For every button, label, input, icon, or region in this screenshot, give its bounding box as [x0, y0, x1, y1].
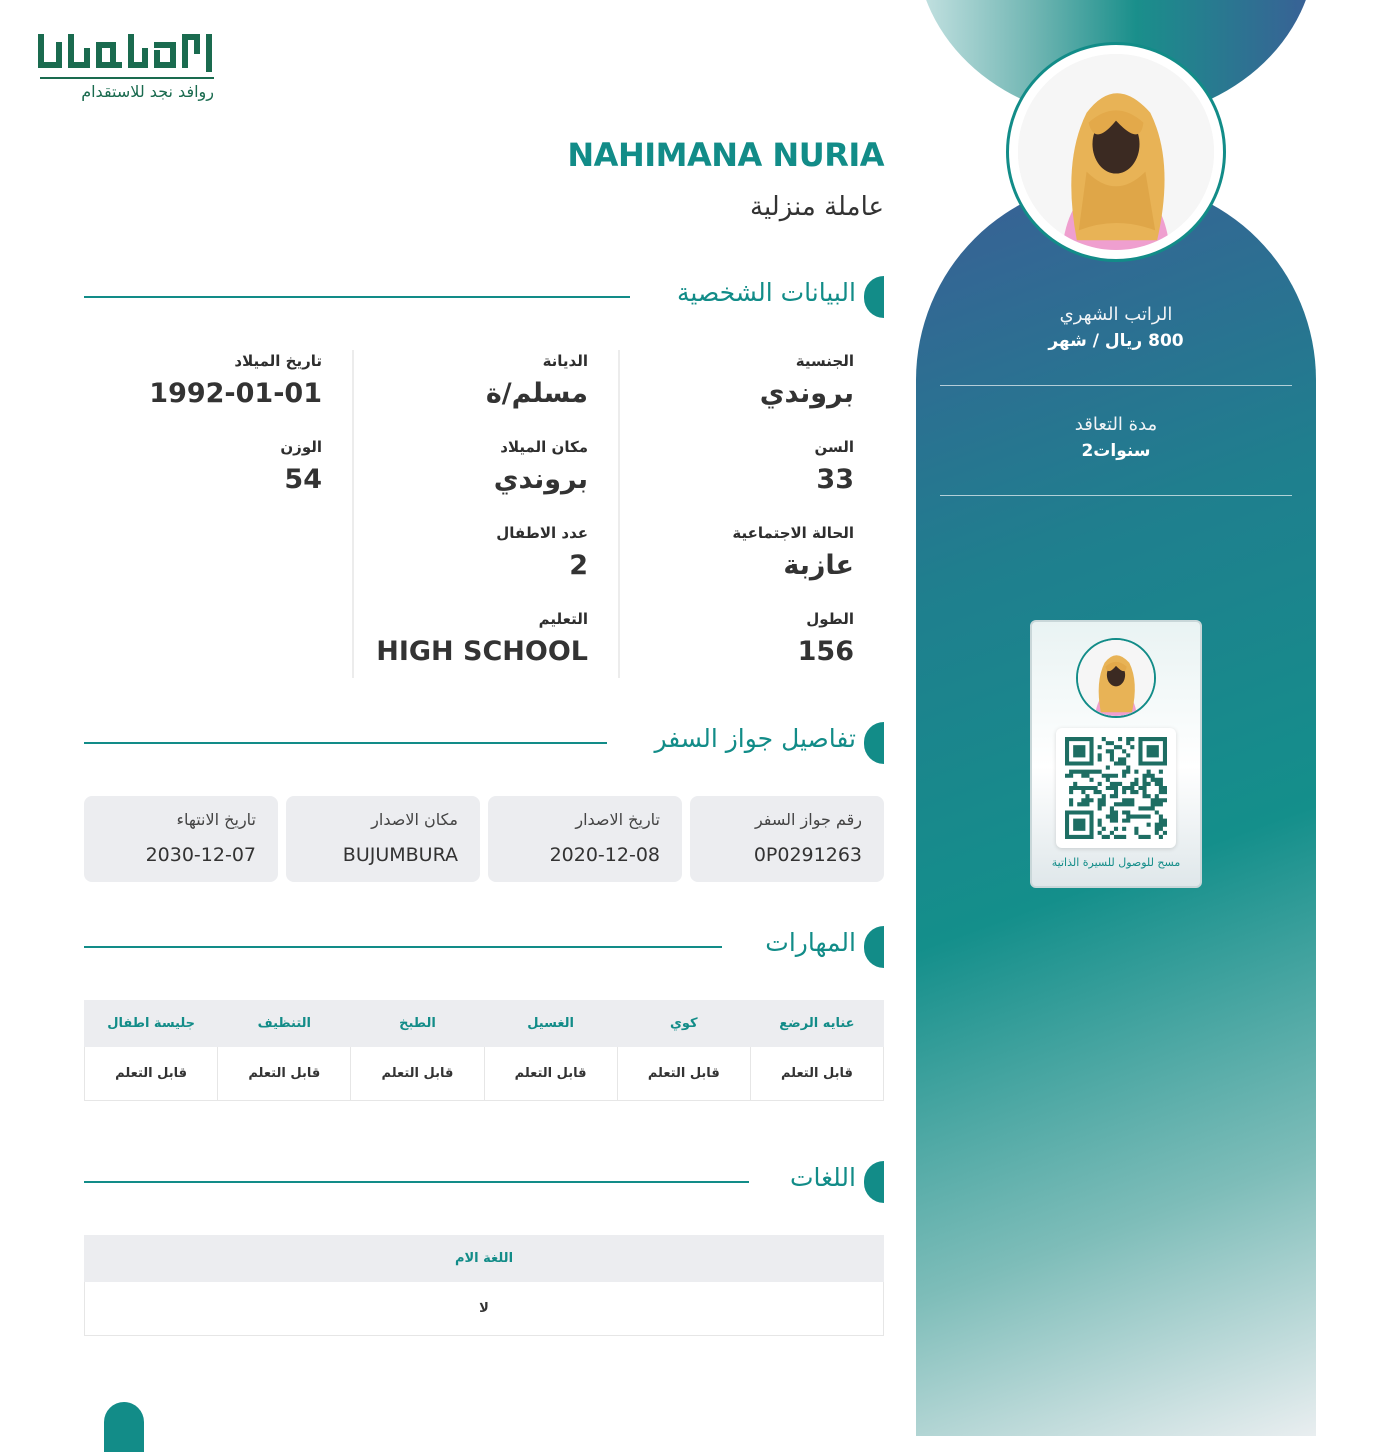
- field-value: 33: [816, 464, 854, 495]
- section-title: المهارات: [765, 928, 856, 957]
- field-height: [798, 610, 854, 667]
- table-header-row: [85, 1001, 884, 1047]
- section-header-skills: [84, 926, 884, 968]
- profile-photo: [1018, 54, 1214, 250]
- field-religion: [486, 352, 588, 409]
- passport-card-number: [690, 796, 884, 882]
- section-title: تفاصيل جواز السفر: [654, 724, 856, 753]
- section-tab: [864, 722, 884, 764]
- field-label: مكان الميلاد: [500, 438, 588, 456]
- section-tab: [864, 926, 884, 968]
- qr-card[interactable]: [1030, 620, 1202, 888]
- passport-value: 0P0291263: [753, 844, 862, 866]
- salary-label: الراتب الشهري: [1059, 304, 1173, 325]
- table-cell: لا: [85, 1282, 884, 1336]
- field-label: الحالة الاجتماعية: [732, 524, 854, 542]
- field-label: السن: [814, 438, 854, 456]
- passport-value: BUJUMBURA: [342, 844, 458, 866]
- field-age: [814, 438, 854, 495]
- section-line: [84, 946, 722, 948]
- table-header-cell: اللغة الام: [85, 1236, 884, 1282]
- field-value: 156: [797, 636, 854, 667]
- section-line: [84, 742, 607, 744]
- sidebar-divider: [940, 495, 1292, 496]
- passport-label: تاريخ الاصدار: [575, 810, 660, 829]
- field-education: [376, 610, 588, 667]
- field-label: الطول: [806, 610, 854, 628]
- section-line: [84, 296, 630, 298]
- qr-card-photo-image: [1078, 640, 1154, 716]
- personal-column-1: [618, 350, 884, 678]
- sidebar-panel: [916, 0, 1316, 1436]
- table-header-cell: التنظيف: [218, 1001, 351, 1047]
- field-marital-status: [732, 524, 854, 581]
- field-value: مسلم/ة: [485, 378, 588, 409]
- field-label: الديانة: [542, 352, 588, 370]
- field-value: 54: [284, 464, 322, 495]
- profile-photo-image: [1018, 54, 1214, 250]
- table-cell: قابل التعلم: [484, 1047, 617, 1101]
- table-cell: قابل التعلم: [218, 1047, 351, 1101]
- salary-value: 800 ريال / شهر: [1048, 331, 1184, 351]
- salary-block: [940, 304, 1292, 351]
- job-title: عاملة منزلية: [750, 192, 884, 222]
- personal-column-2: [352, 350, 618, 678]
- profile-photo-frame: [1006, 42, 1226, 262]
- section-header-languages: [84, 1161, 884, 1203]
- sidebar-divider: [940, 385, 1292, 386]
- passport-value: 2030-12-07: [145, 844, 256, 866]
- table-header-cell: عنايه الرضع: [750, 1001, 883, 1047]
- field-value: 2: [569, 550, 588, 581]
- qr-caption: مسح للوصول للسيرة الذاتية: [1051, 856, 1181, 869]
- field-weight: [280, 438, 322, 495]
- passport-label: تاريخ الانتهاء: [176, 810, 256, 829]
- skills-table: [84, 1000, 884, 1101]
- passport-label: مكان الاصدار: [371, 810, 458, 829]
- field-birthdate: [149, 352, 322, 409]
- contract-value: 2سنوات: [1081, 441, 1151, 461]
- section-line: [84, 1181, 749, 1183]
- personal-column-3: [86, 350, 352, 678]
- field-label: الجنسية: [795, 352, 854, 370]
- languages-table: [84, 1235, 884, 1336]
- passport-label: رقم جواز السفر: [754, 810, 862, 829]
- table-header-cell: كوي: [617, 1001, 750, 1047]
- table-cell: قابل التعلم: [617, 1047, 750, 1101]
- table-header-cell: الغسيل: [484, 1001, 617, 1047]
- passport-card-issue-place: [286, 796, 480, 882]
- field-children: [496, 524, 588, 581]
- section-header-passport: [84, 722, 884, 764]
- section-header-personal: [84, 276, 884, 318]
- passport-value: 2020-12-08: [549, 844, 660, 866]
- page-bottom-tab: [104, 1402, 144, 1452]
- field-value: بروندي: [759, 378, 854, 409]
- passport-card-expiry-date: [84, 796, 278, 882]
- section-title: اللغات: [789, 1163, 856, 1192]
- table-header-row: [85, 1236, 884, 1282]
- company-logo: [38, 28, 218, 104]
- field-label: تاريخ الميلاد: [234, 352, 322, 370]
- field-value: HIGH SCHOOL: [376, 636, 588, 667]
- field-label: التعليم: [538, 610, 588, 628]
- field-nationality: [760, 352, 854, 409]
- field-value: 1992-01-01: [149, 378, 322, 409]
- qr-card-photo: [1076, 638, 1156, 718]
- table-header-cell: الطبخ: [351, 1001, 484, 1047]
- field-value: بروندي: [493, 464, 588, 495]
- contract-label: مدة التعاقد: [1074, 414, 1158, 435]
- company-logo-mark: [38, 28, 214, 74]
- qr-code[interactable]: [1056, 728, 1176, 848]
- section-tab: [864, 1161, 884, 1203]
- table-cell: قابل التعلم: [750, 1047, 883, 1101]
- candidate-name: NAHIMANA NURIA: [567, 136, 884, 174]
- field-birthplace: [494, 438, 588, 495]
- logo-text: روافد نجد للاستقدام: [81, 82, 214, 101]
- table-header-cell: جليسة اطفال: [85, 1001, 218, 1047]
- field-value: عازبة: [783, 550, 854, 581]
- section-title: البيانات الشخصية: [677, 278, 856, 307]
- section-tab: [864, 276, 884, 318]
- passport-card-issue-date: [488, 796, 682, 882]
- logo-underline: [40, 77, 214, 79]
- contract-block: [940, 414, 1292, 461]
- field-label: عدد الاطفال: [496, 524, 588, 542]
- table-row: [85, 1282, 884, 1336]
- table-row: [85, 1047, 884, 1101]
- table-cell: قابل التعلم: [85, 1047, 218, 1101]
- table-cell: قابل التعلم: [351, 1047, 484, 1101]
- qr-code-icon: [1065, 737, 1167, 839]
- field-label: الوزن: [280, 438, 322, 456]
